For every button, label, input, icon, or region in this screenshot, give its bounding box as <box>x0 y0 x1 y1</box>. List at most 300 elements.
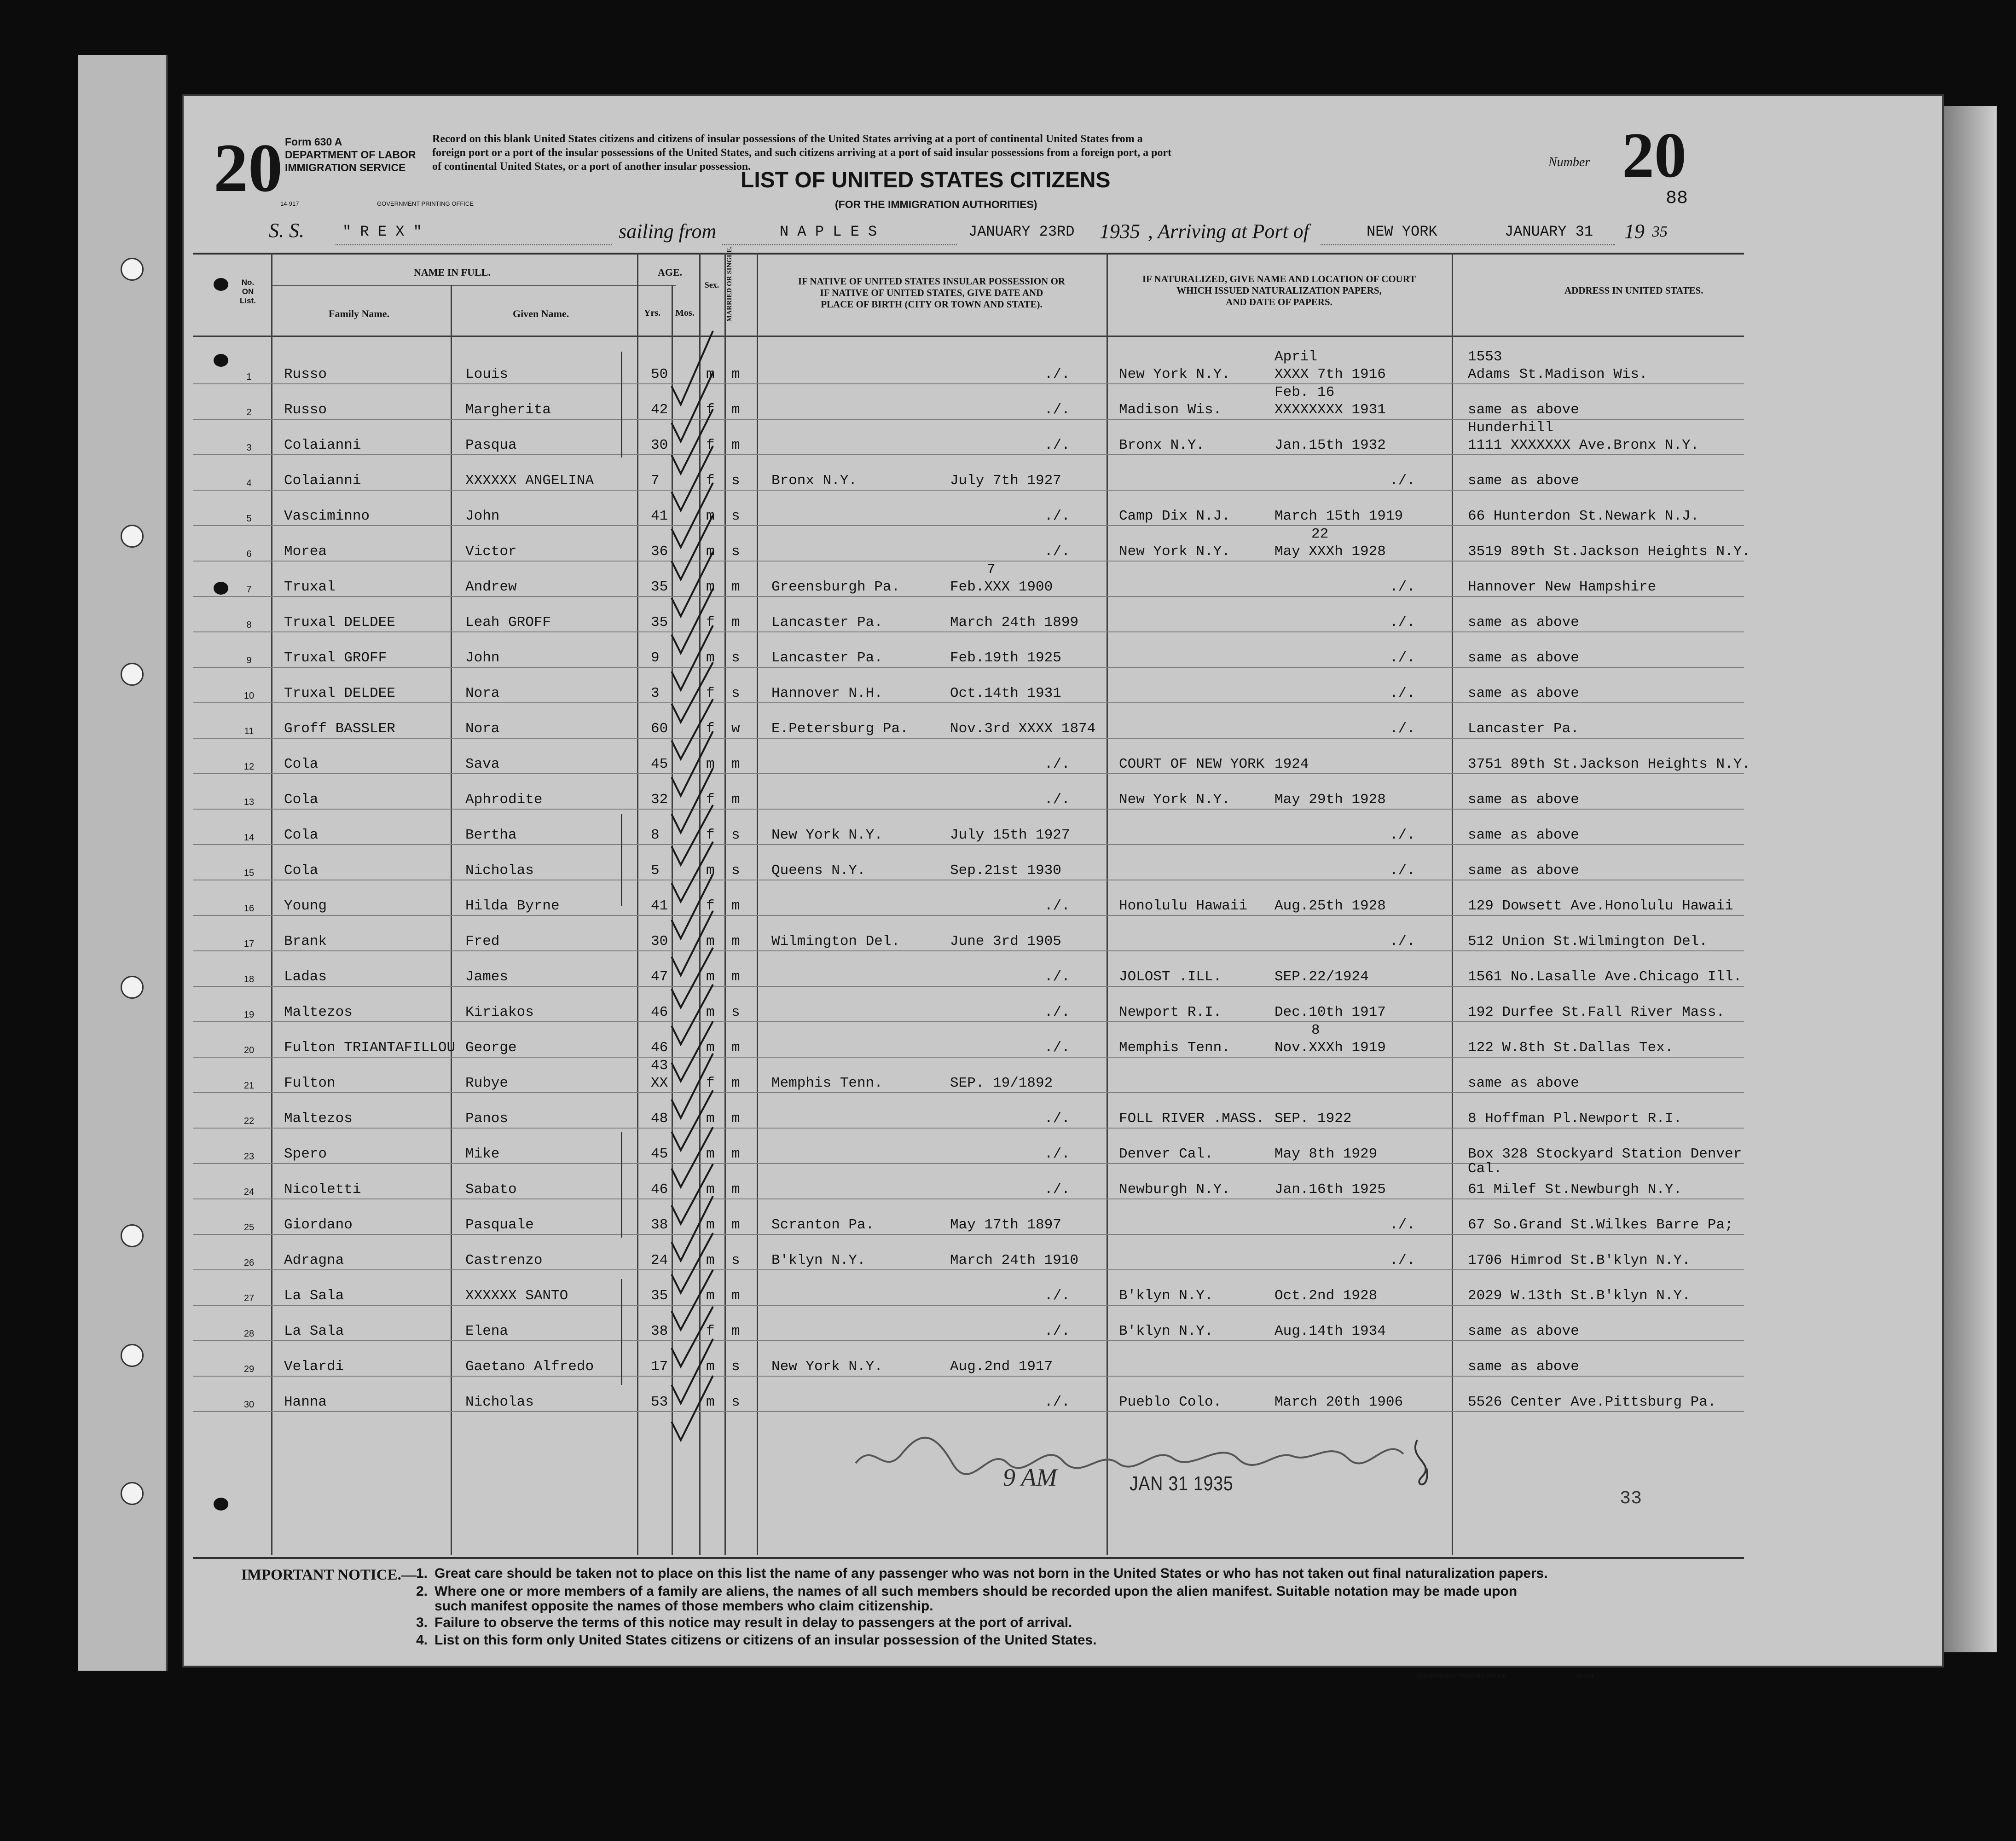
notice-number: 2. <box>416 1584 428 1599</box>
birth-date: March 24th 1910 <box>950 1252 1079 1268</box>
sex: m <box>706 1252 715 1268</box>
table-row <box>193 739 1750 774</box>
row-number: 2 <box>246 407 252 417</box>
number-label: Number <box>1548 155 1590 169</box>
sex: m <box>706 650 715 666</box>
us-address: 192 Durfee St.Fall River Mass. <box>1468 1004 1725 1020</box>
header-text: IF NATIVE OF UNITED STATES, GIVE DATE AND <box>820 287 1043 298</box>
birth-date: SEP. 19/1892 <box>950 1075 1053 1091</box>
marital-status: m <box>731 402 740 418</box>
sex: m <box>706 969 715 985</box>
row-rule <box>193 1021 1744 1022</box>
birth-place: E.Petersburg Pa. <box>771 721 909 737</box>
given-name: Gaetano Alfredo <box>465 1359 594 1375</box>
family-name: Giordano <box>284 1217 353 1233</box>
birth-date: ./. <box>1044 437 1070 453</box>
family-name: Spero <box>284 1146 327 1162</box>
court-location: New York N.Y. <box>1119 366 1230 382</box>
age-years: 7 <box>651 473 660 489</box>
punch-mark <box>214 1498 228 1511</box>
row-number: 20 <box>243 1045 255 1055</box>
given-name: Nora <box>465 685 500 701</box>
notice-text: Where one or more members of a family are aliens, the names of all such members should be recorded upon the alien manifest. Suitable notation may be made upon <box>434 1584 1518 1599</box>
port-of-arrival: NEW YORK <box>1367 223 1437 240</box>
row-number: 11 <box>244 726 254 736</box>
naturalization-date: ./. <box>1390 721 1415 737</box>
us-address: 8 Hoffman Pl.Newport R.I. <box>1468 1111 1682 1127</box>
us-address: same as above <box>1468 650 1579 666</box>
birth-place: Memphis Tenn. <box>771 1075 883 1091</box>
family-name: Maltezos <box>284 1004 353 1020</box>
us-address: same as above <box>1468 1359 1579 1375</box>
header-text: PLACE OF BIRTH (CITY OR TOWN AND STATE). <box>821 299 1043 310</box>
ship-name: " R E X " <box>342 223 422 240</box>
court-location: FOLL RIVER .MASS. <box>1119 1111 1265 1127</box>
naturalization-date: Nov.XXXh 1919 <box>1274 1040 1386 1056</box>
sex: f <box>706 685 715 701</box>
us-address: 1561 No.Lasalle Ave.Chicago Ill. <box>1468 969 1742 985</box>
given-name: Aphrodite <box>465 792 543 808</box>
table-row <box>193 562 1744 597</box>
naturalization-date: Dec.10th 1917 <box>1274 1004 1386 1020</box>
header-naturalized <box>1109 273 1449 308</box>
age-years: 45 <box>651 1146 668 1162</box>
given-name: Louis <box>465 366 509 382</box>
row-rule <box>193 950 1744 951</box>
birth-date: ./. <box>1044 1040 1070 1056</box>
row-rule <box>193 525 1744 526</box>
family-name: Truxal <box>284 579 336 595</box>
age-years: 35 <box>651 579 668 595</box>
naturalization-date: March 15th 1919 <box>1274 508 1403 524</box>
family-name: Young <box>284 898 327 914</box>
punch-mark <box>214 582 228 595</box>
age-years: 8 <box>651 827 660 843</box>
sex: m <box>706 1004 715 1020</box>
court-location: Denver Cal. <box>1119 1146 1213 1162</box>
row-rule <box>193 561 1744 562</box>
birth-place: B'klyn N.Y. <box>771 1252 866 1268</box>
row-rule <box>193 454 1744 455</box>
annotation: April <box>1274 349 1318 365</box>
row-rule <box>193 1305 1744 1306</box>
table-row <box>193 597 1744 632</box>
table-row <box>193 491 1744 526</box>
list-number: 20 <box>1622 120 1686 191</box>
family-name: Groff BASSLER <box>284 721 395 737</box>
birth-place: Lancaster Pa. <box>771 614 883 631</box>
sex: m <box>706 366 715 382</box>
us-address: 512 Union St.Wilmington Del. <box>1468 933 1708 949</box>
birth-date: Feb.19th 1925 <box>950 650 1061 666</box>
family-name: Truxal DELDEE <box>284 614 395 631</box>
row-rule <box>193 1092 1744 1093</box>
arrival-year-prefix: 19 <box>1624 220 1645 243</box>
family-name: La Sala <box>284 1323 344 1339</box>
notice-text: Great care should be taken not to place on this list the name of any passenger who was not born in the United States or who has not taken out final naturalization papers. <box>434 1566 1548 1581</box>
table-row <box>193 1377 1744 1412</box>
table-row <box>193 1235 1744 1270</box>
naturalization-date: Aug.25th 1928 <box>1274 898 1386 914</box>
birth-place: New York N.Y. <box>771 1359 883 1375</box>
naturalization-date: SEP.22/1924 <box>1274 969 1369 985</box>
naturalization-date: Jan.15th 1932 <box>1274 437 1386 453</box>
naturalization-date: Oct.2nd 1928 <box>1274 1288 1378 1304</box>
court-location: New York N.Y. <box>1119 544 1230 560</box>
us-address-line2: Cal. <box>1468 1161 1502 1177</box>
binder-hole <box>121 976 144 999</box>
given-name: Mike <box>465 1146 500 1162</box>
birth-date: May 17th 1897 <box>950 1217 1061 1233</box>
notice-number: 1. <box>416 1566 428 1581</box>
arrival-time: 9 AM <box>1003 1464 1057 1491</box>
court-location: Honolulu Hawaii <box>1119 898 1248 914</box>
family-name: Cola <box>284 863 319 879</box>
birth-date: ./. <box>1044 1146 1070 1162</box>
age-years: 32 <box>651 792 668 808</box>
header-sex: Sex. <box>704 280 719 289</box>
row-rule <box>193 1234 1744 1235</box>
given-name: Pasqua <box>465 437 517 453</box>
family-name: Vasciminno <box>284 508 370 524</box>
row-number: 27 <box>243 1293 255 1303</box>
print-code: 14-917 <box>280 200 299 207</box>
sex: m <box>706 1181 715 1198</box>
sex: m <box>706 579 715 595</box>
marital-status: m <box>731 969 740 985</box>
family-name: Russo <box>284 366 327 382</box>
naturalization-date: ./. <box>1390 685 1415 701</box>
birth-date: ./. <box>1044 1288 1070 1304</box>
court-location: Bronx N.Y. <box>1119 437 1205 453</box>
us-address: 1111 XXXXXXX Ave.Bronx N.Y. <box>1468 437 1699 453</box>
age-years: 48 <box>651 1111 668 1127</box>
court-location: Madison Wis. <box>1119 402 1222 418</box>
court-location: COURT OF NEW YORK <box>1119 756 1265 772</box>
court-location: JOLOST .ILL. <box>1119 969 1222 985</box>
birth-date: ./. <box>1044 1323 1070 1339</box>
given-name: George <box>465 1040 517 1056</box>
naturalization-date: March 20th 1906 <box>1274 1394 1403 1410</box>
naturalization-date: 1924 <box>1274 756 1309 772</box>
given-name: John <box>465 508 500 524</box>
sex: f <box>706 721 715 737</box>
sex: f <box>706 402 715 418</box>
given-name: Sava <box>465 756 500 772</box>
family-name: Brank <box>284 933 327 949</box>
row-rule <box>193 490 1744 491</box>
birth-date: Nov.3rd XXXX 1874 <box>950 721 1096 737</box>
form-department: DEPARTMENT OF LABOR <box>285 149 416 161</box>
marital-status: s <box>731 1004 740 1020</box>
birth-date: ./. <box>1044 1111 1070 1127</box>
sex: f <box>706 473 715 489</box>
sex: f <box>706 1323 715 1339</box>
us-address: 129 Dowsett Ave.Honolulu Hawaii <box>1468 898 1733 914</box>
arrival-stamp-date: JAN 31 1935 <box>1130 1472 1234 1495</box>
row-number: 7 <box>246 585 252 595</box>
header-mos: Mos. <box>675 308 695 318</box>
row-number: 28 <box>243 1329 255 1339</box>
birth-place: Hannover N.H. <box>771 685 883 701</box>
sex: m <box>706 933 715 949</box>
row-number: 4 <box>246 478 252 488</box>
bracket-line <box>621 814 622 906</box>
court-location: Pueblo Colo. <box>1119 1394 1222 1410</box>
table-row <box>193 775 1744 810</box>
us-address: 1706 Himrod St.B'klyn N.Y. <box>1468 1252 1691 1268</box>
naturalization-date: ./. <box>1390 933 1415 949</box>
naturalization-date: ./. <box>1390 827 1415 843</box>
sex: m <box>706 1288 715 1304</box>
birth-place: Wilmington Del. <box>771 933 900 949</box>
row-number: 13 <box>243 797 255 807</box>
sex: m <box>706 508 715 524</box>
birth-date: March 24th 1899 <box>950 614 1079 631</box>
court-location: Camp Dix N.J. <box>1119 508 1230 524</box>
row-number: 22 <box>243 1116 255 1126</box>
given-name: James <box>465 969 509 985</box>
given-name: Panos <box>465 1111 509 1127</box>
row-number: 26 <box>243 1258 255 1268</box>
row-rule <box>193 596 1744 597</box>
row-rule <box>193 1057 1744 1058</box>
table-row <box>193 845 1744 880</box>
court-location: New York N.Y. <box>1119 792 1230 808</box>
age-years: 3 <box>651 685 660 701</box>
fill-line <box>1321 244 1615 245</box>
table-row <box>193 668 1744 703</box>
age-years: 30 <box>651 933 668 949</box>
form-corner-number: 20 <box>214 130 283 206</box>
naturalization-date: SEP. 1922 <box>1274 1111 1352 1127</box>
age-years: 45 <box>651 756 668 772</box>
birth-date: ./. <box>1044 1181 1070 1198</box>
table-row <box>193 1271 1744 1306</box>
sex: f <box>706 614 715 631</box>
given-name: Margherita <box>465 402 551 418</box>
row-rule <box>193 915 1744 916</box>
marital-status: s <box>731 685 740 701</box>
row-number: 21 <box>243 1081 255 1091</box>
punch-mark <box>214 278 228 291</box>
notice-item <box>416 1633 1097 1648</box>
us-address: 2029 W.13th St.B'klyn N.Y. <box>1468 1288 1691 1304</box>
court-location: B'klyn N.Y. <box>1119 1288 1213 1304</box>
age-years: 50 <box>651 366 668 382</box>
table-row <box>193 633 1744 668</box>
marital-status: m <box>731 756 740 772</box>
family-name: Maltezos <box>284 1111 353 1127</box>
naturalization-date: ./. <box>1390 863 1415 879</box>
given-name: Sabato <box>465 1181 517 1198</box>
us-address: 3751 89th St.Jackson Heights N.Y. <box>1468 756 1750 772</box>
row-rule <box>193 1340 1744 1341</box>
notice-item <box>416 1566 1548 1581</box>
sex: f <box>706 1075 715 1091</box>
us-address: same as above <box>1468 1075 1579 1091</box>
birth-date: Oct.14th 1931 <box>950 685 1061 701</box>
marital-status: m <box>731 1323 740 1339</box>
row-number: 19 <box>243 1010 255 1020</box>
departure-date: JANUARY 23RD <box>968 223 1075 240</box>
given-name: Nicholas <box>465 863 534 879</box>
header-address: ADDRESS IN UNITED STATES. <box>1564 285 1703 296</box>
given-name: XXXXXX SANTO <box>465 1288 568 1304</box>
marital-status: s <box>731 650 740 666</box>
binder-hole <box>121 1224 144 1247</box>
family-name: Adragna <box>284 1252 344 1268</box>
age-years: 53 <box>651 1394 668 1410</box>
bracket-line <box>621 1132 622 1238</box>
naturalization-date: ./. <box>1390 473 1415 489</box>
marital-status: m <box>731 1288 740 1304</box>
court-location: B'klyn N.Y. <box>1119 1323 1213 1339</box>
age-years: 46 <box>651 1004 668 1020</box>
marital-status: m <box>731 898 740 914</box>
annotation: 22 <box>1311 526 1329 542</box>
age-years: 60 <box>651 721 668 737</box>
birth-date: ./. <box>1044 969 1070 985</box>
row-rule <box>193 738 1744 739</box>
row-number: 18 <box>243 974 255 984</box>
sex: m <box>706 1359 715 1375</box>
arriving-label: , Arriving at Port of <box>1148 220 1309 243</box>
naturalization-date: ./. <box>1390 1252 1415 1268</box>
arrival-date: JANUARY 31 <box>1505 223 1593 240</box>
marital-status: m <box>731 1111 740 1127</box>
age-years: 5 <box>651 863 660 879</box>
marital-status: s <box>731 544 740 560</box>
age-years: 30 <box>651 437 668 453</box>
header-text: IF NATIVE OF UNITED STATES INSULAR POSSESSION OR <box>798 276 1066 287</box>
row-number: 14 <box>243 833 255 843</box>
sex: m <box>706 544 715 560</box>
age-years: 35 <box>651 1288 668 1304</box>
header-text: WHICH ISSUED NATURALIZATION PAPERS, <box>1176 285 1382 296</box>
us-address: Hannover New Hampshire <box>1468 579 1657 595</box>
header-text: ON <box>242 287 254 296</box>
birth-date: Feb.XXX 1900 <box>950 579 1053 595</box>
birth-date: June 3rd 1905 <box>950 933 1061 949</box>
us-address: same as above <box>1468 402 1579 418</box>
notice-number: 3. <box>416 1615 428 1630</box>
naturalization-date: Aug.14th 1934 <box>1274 1323 1386 1339</box>
binder-hole <box>121 258 144 281</box>
annotation: Feb. 16 <box>1274 384 1335 400</box>
family-name: Truxal DELDEE <box>284 685 395 701</box>
table-row <box>193 1023 1744 1058</box>
us-address: 61 Milef St.Newburgh N.Y. <box>1468 1181 1682 1198</box>
us-address: same as above <box>1468 863 1579 879</box>
us-address: Adams St.Madison Wis. <box>1468 366 1648 382</box>
annotation: Hunderhill <box>1468 420 1554 436</box>
binder-hole <box>121 1482 144 1505</box>
family-name: Hanna <box>284 1394 327 1410</box>
naturalization-date: May 29th 1928 <box>1274 792 1386 808</box>
annotation: 43 <box>651 1058 668 1074</box>
table-row <box>193 987 1744 1022</box>
family-name: La Sala <box>284 1288 344 1304</box>
row-number: 3 <box>246 443 252 453</box>
naturalization-date: XXXXXXXX 1931 <box>1274 402 1386 418</box>
row-rule <box>193 844 1744 845</box>
birth-date: Aug.2nd 1917 <box>950 1359 1053 1375</box>
family-name: Fulton <box>284 1075 336 1091</box>
family-name: Colaianni <box>284 473 361 489</box>
us-address: same as above <box>1468 1323 1579 1339</box>
marital-status: m <box>731 1217 740 1233</box>
gpo-top: GOVERNMENT PRINTING OFFICE <box>377 200 474 207</box>
age-years: 41 <box>651 898 668 914</box>
annotation: 1553 <box>1468 349 1502 365</box>
us-address: 5526 Center Ave.Pittsburg Pa. <box>1468 1394 1716 1410</box>
departure-year: 1935 <box>1100 220 1140 243</box>
marital-status: s <box>731 508 740 524</box>
sex: m <box>706 1040 715 1056</box>
row-number: 5 <box>246 514 252 524</box>
intro-line: Record on this blank United States citizens and citizens of insular possessions of the United States arriving at a port of continental United States from a <box>432 133 1143 145</box>
table-row <box>193 526 1750 562</box>
row-rule <box>193 631 1744 632</box>
birth-date: ./. <box>1044 402 1070 418</box>
family-name: Nicoletti <box>284 1181 361 1198</box>
header-text: IF NATURALIZED, GIVE NAME AND LOCATION OF COURT <box>1142 273 1416 284</box>
sex: f <box>706 792 715 808</box>
marital-status: s <box>731 1394 740 1410</box>
row-rule <box>193 986 1744 987</box>
binder-strip <box>78 55 168 1671</box>
sex: f <box>706 827 715 843</box>
header-family-name: Family Name. <box>329 308 389 319</box>
notice-item <box>416 1584 1518 1599</box>
marital-status: s <box>731 473 740 489</box>
intro-line: of continental United States, or a port of another insular possession. <box>432 161 751 173</box>
birth-place: Bronx N.Y. <box>771 473 857 489</box>
arrival-year-suffix: 35 <box>1652 223 1668 240</box>
given-name: Nicholas <box>465 1394 534 1410</box>
marital-status: m <box>731 1146 740 1162</box>
marital-status: m <box>731 579 740 595</box>
naturalization-date: May XXXh 1928 <box>1274 544 1386 560</box>
us-address: 66 Hunterdon St.Newark N.J. <box>1468 508 1699 524</box>
family-name: Colaianni <box>284 437 361 453</box>
us-address: 67 So.Grand St.Wilkes Barre Pa; <box>1468 1217 1733 1233</box>
sex: m <box>706 1394 715 1410</box>
birth-date: ./. <box>1044 756 1070 772</box>
given-name: Castrenzo <box>465 1252 543 1268</box>
given-name: Rubye <box>465 1075 509 1091</box>
naturalization-date: Jan.16th 1925 <box>1274 1181 1386 1198</box>
given-name: Elena <box>465 1323 509 1339</box>
given-name: Andrew <box>465 579 517 595</box>
table-row <box>193 810 1744 845</box>
court-location: Newport R.I. <box>1119 1004 1222 1020</box>
row-rule <box>193 1198 1744 1199</box>
table-row <box>193 1342 1744 1377</box>
notice-text: List on this form only United States citizens or citizens of an insular possession of the United States. <box>434 1633 1097 1648</box>
row-number: 17 <box>243 939 255 949</box>
row-rule <box>193 667 1744 668</box>
table-row <box>193 385 1744 420</box>
row-rule <box>193 809 1744 810</box>
binder-hole <box>121 663 144 686</box>
birth-date: ./. <box>1044 792 1070 808</box>
family-name: Morea <box>284 544 327 560</box>
table-row <box>193 1094 1744 1129</box>
form-code-bottom: 14-914 <box>1576 1673 1593 1679</box>
marital-status: s <box>731 1252 740 1268</box>
